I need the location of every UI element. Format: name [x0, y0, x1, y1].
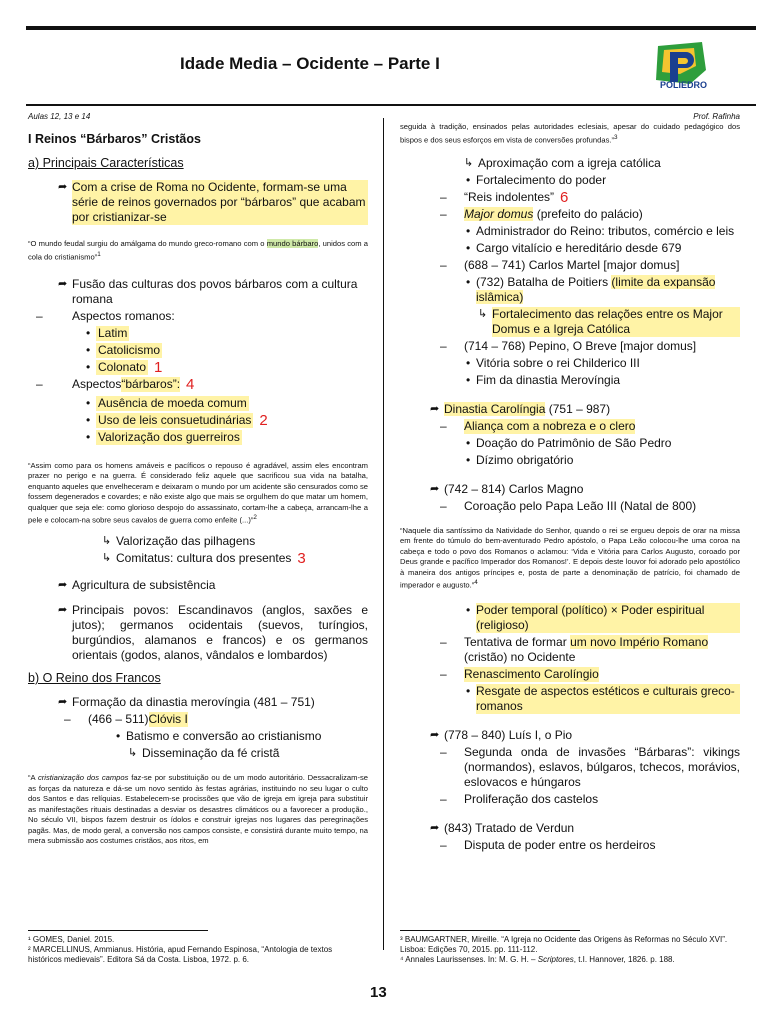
corner-arrow-icon: ↳ [478, 307, 488, 320]
arrow-icon: ➦ [430, 482, 440, 495]
list-item: – (714 – 768) Pepino, O Breve [major domus] [440, 338, 697, 353]
list-item: • Administrador do Reino: tributos, comércio e leis [466, 223, 735, 238]
corner-arrow-icon: ↳ [102, 552, 112, 565]
footnote-3: ³ BAUMGARTNER, Mireille. “A Igreja no Ocidente das Origens às Reformas no Século XVI”. Lisboa: Edições 70, 2015. pp. 111-112. [400, 935, 728, 954]
subsection-a: a) Principais Características [28, 156, 184, 170]
teacher-label: Prof. Rafinha [693, 112, 740, 121]
list-item: • Batismo e conversão ao cristianismo [116, 729, 322, 744]
list-item: ↳ Valorização das pilhagens [102, 534, 256, 549]
list-item: – Aspectos romanos: [36, 308, 175, 323]
list-item: • Fortalecimento do poder [466, 172, 607, 187]
annotation-mark: 2 [259, 411, 268, 429]
arrow-icon: ➦ [58, 277, 68, 290]
lessons-label: Aulas 12, 13 e 14 [28, 112, 91, 121]
section-heading: I Reinos “Bárbaros” Cristãos [28, 132, 201, 146]
list-item: – Aspectos “bárbaros”: 4 [36, 375, 195, 393]
list-item: • (732) Batalha de Poitiers (limite da expansão islâmica) [466, 274, 716, 304]
list-item: ↳ Aproximação com a igreja católica [464, 155, 661, 170]
page-title: Idade Media – Ocidente – Parte I [180, 54, 440, 73]
arrow-icon: ➦ [58, 696, 68, 709]
column-divider [383, 118, 384, 950]
arrow-icon: ➦ [58, 579, 68, 592]
list-item: ➦ Fusão das culturas dos povos bárbaros com a cultura romana [58, 276, 358, 306]
list-item: ➦ Formação da dinastia merovíngia (481 – 751) [58, 695, 315, 710]
list-item: • Doação do Patrimônio de São Pedro [466, 435, 672, 450]
quote-3: “A cristianização dos campos faz-se por substituição ou de um modo autoritário. Dessacralizam-se as forças da natureza e dá-se um novo sentido às festas agrárias, instituindo no seu lugar o culto dos Santos e das relíquias. Estabelecem-se procissões que vão de igreja em igreja para substituir as manifestações rituais destinadas a desviar os desastres climáticos ou a favorecer a produção., No século VII, bispos fazem destruir os ídolos e construir igrejas nos lugares das peregrinações pagãs. Mas, de modo geral, a conversão nos campos consiste, e consistirá durante muito tempo, na mera submissão aos costumes cristãos, aos ritos, em [28, 773, 368, 846]
quote-1: “O mundo feudal surgiu do amálgama do mundo greco-romano com o mundo bárbaro, unidos com a cola do cristianismo”$^1$ [28, 239, 368, 262]
list-item: • Valorização dos guerreiros [86, 429, 240, 444]
list-item: – Proliferação dos castelos [440, 792, 599, 807]
list-item: • Colonato 1 [86, 358, 163, 376]
barbarian-aspects-group [28, 394, 368, 447]
arrow-icon: ➦ [58, 181, 68, 193]
annotation-mark: 1 [154, 358, 163, 376]
right-column [400, 122, 740, 855]
list-item: ➦ Agricultura de subsistência [58, 578, 216, 593]
list-item: – Disputa de poder entre os herdeiros [440, 838, 656, 853]
poliedro-logo [650, 40, 710, 100]
list-item: • Fim da dinastia Merovíngia [466, 372, 621, 387]
corner-arrow-icon: ↳ [128, 747, 138, 760]
quote-4: “Naquele dia santíssimo da Natividade do Senhor, quando o rei se ergueu depois de orar na missa em frente do túmulo do bem-aventurado Pedro apóstolo, o Papa Leão colocou-lhe uma coroa na cabeça e todo o povo dos Romanos o aclamou: ‘Vida e Vitória para Carlos Augusto, coroado por Deus grande e pacífico Imperador dos Romanos!’. E depois deste louvor foi adorado pelo apostólico à maneira dos antigos príncipes e, posta de parte a denominação de patrício, foi chamado de imperador e augusto.”$^4$ [400, 525, 740, 590]
list-item: – “Reis indolentes” 6 [440, 188, 569, 206]
list-item: – (466 – 511) Clóvis I [64, 712, 188, 727]
quote-3-continued: seguida à tradição, ensinados pelas autoridades eclesiais, apesar do cuidado pedagógico dos bispos e dos seus esforços em vista de conversões profundas.”$^3$ [400, 122, 740, 145]
subsection-b: b) O Reino dos Francos [28, 671, 161, 686]
list-item: ➦ Principais povos: Escandinavos (anglos, saxões e jutos); germanos ocidentais (suevos, turíngios, burgúndios, alamanos e francos) e os germanos orientais (godos, alanos, vândalos e lombardos) [58, 603, 368, 663]
list-item: ↳ Fortalecimento das relações entre os Major Domus e a Igreja Católica [478, 307, 740, 337]
top-rule [26, 26, 756, 30]
footnote-2: ² MARCELLINUS, Ammianus. História, apud Fernando Espinosa, “Antologia de textos históricos medievais”. Editora Sá da Costa. Lisboa, 1972. p. 6. [28, 945, 333, 964]
left-column [28, 122, 368, 853]
corner-arrow-icon: ↳ [102, 535, 112, 548]
list-item: ➦ (742 – 814) Carlos Magno [430, 481, 584, 496]
list-item: – (688 – 741) Carlos Martel [major domus] [440, 257, 680, 272]
annotation-mark: 4 [186, 375, 195, 393]
arrow-icon: ➦ [430, 822, 440, 835]
annotation-mark: 3 [297, 550, 306, 568]
list-item: ↳ Comitatus: cultura dos presentes 3 [102, 550, 306, 568]
arrow-icon: ➦ [58, 604, 68, 617]
list-item: • Dízimo obrigatório [466, 452, 574, 467]
footnote-4: ⁴ Annales Laurissenses. In: M. G. H. – Scriptores, t.I. Hannover, 1826. p. 188. [400, 955, 675, 964]
footnote-rule [400, 930, 580, 931]
list-item: ➦ (778 – 840) Luís I, o Pio [430, 728, 573, 743]
list-item: ↳ Disseminação da fé cristã [128, 746, 280, 761]
arrow-icon: ➦ [430, 402, 440, 415]
header-rule [26, 104, 756, 106]
list-item: – Renascimento Carolíngio [440, 667, 599, 682]
annotation-mark: 6 [560, 188, 569, 206]
list-item: • Catolicismo [86, 342, 161, 357]
footnote-1: ¹ GOMES, Daniel. 2015. [28, 935, 115, 944]
quote-2: “Assim como para os homens amáveis e pacíficos o repouso é agradável, assim eles encontram prazer no perigo e na guerra. É considerado feliz aquele que sacrificou sua vida na batalha, enquanto aqueles que envelheceram e deixaram o mundo por um acidente são censurados como se fossem degenerados e covardes; e não existe algo que mais se orgulhem do que matar um homem, qualquer que seja ele: como glorioso despojo do assassinato, cortam-lhe a cabeça, arrancam-lhe a pele e colocam-na sobre seus cavalos de guerra como enfeite (...)”$^2$ [28, 460, 368, 525]
list-item: – Major domus (prefeito do palácio) [440, 206, 643, 221]
list-item: – Tentativa de formar um novo Império Romano (cristão) no Ocidente [440, 635, 709, 665]
logo-text: POLIEDRO [660, 80, 708, 90]
list-item: • Cargo vitalício e hereditário desde 679 [466, 240, 682, 255]
list-item: • Uso de leis consuetudinárias [86, 412, 252, 427]
list-item: – Segunda onda de invasões “Bárbaras”: vikings (normandos), eslavos, búlgaros, tchecos, morávios, eslovacos e húngaros [440, 745, 740, 790]
list-item: • Resgate de aspectos estéticos e culturais greco-romanos [466, 684, 740, 714]
footnotes-right [400, 930, 740, 965]
footnote-rule [28, 930, 208, 931]
list-item: – Coroação pelo Papa Leão III (Natal de 800) [440, 498, 697, 513]
list-item: • Ausência de moeda comum [86, 395, 247, 410]
list-item: • Poder temporal (político) × Poder espiritual (religioso) [466, 603, 740, 633]
list-item: – Aliança com a nobreza e o clero [440, 418, 636, 433]
list-item: ➦ Dinastia Carolíngia (751 – 987) [430, 401, 611, 416]
arrow-icon: ➦ [430, 729, 440, 742]
list-item: ➦ (843) Tratado de Verdun [430, 821, 575, 836]
footnotes-left [28, 930, 368, 965]
list-item: • Latim [86, 325, 128, 340]
list-item: • Vitória sobre o rei Childerico III [466, 355, 640, 370]
list-item: ➦ Com a crise de Roma no Ocidente, formam-se uma série de reinos governados por “bárbaros” que acabam por cristianizar-se [58, 180, 368, 225]
corner-arrow-icon: ↳ [464, 156, 474, 169]
page-number: 13 [370, 984, 387, 1001]
